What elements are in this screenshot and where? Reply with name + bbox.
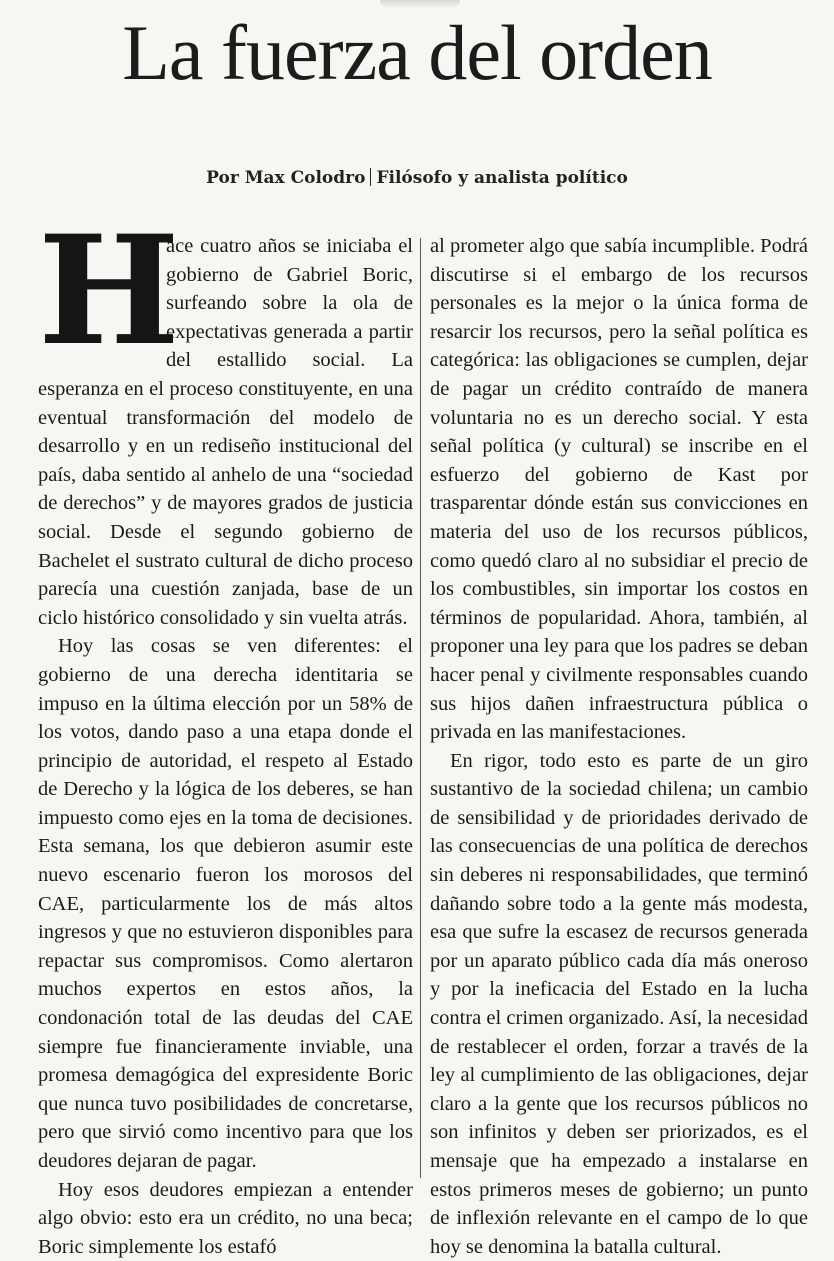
article-body (38, 203, 808, 1258)
column-right (430, 232, 808, 1258)
byline-separator (370, 168, 371, 186)
byline (0, 168, 834, 188)
column-rule (420, 238, 421, 1178)
top-decoration (380, 0, 460, 8)
byline-author: Por Max Colodro (206, 168, 366, 188)
paragraph-3-continued: al prometer algo que sabía incumplible. Podrá discutirse si el embargo de los recursos personales es la mejor o la única forma de resarcir los recursos, pero la señal política es categórica: las obligaciones se cumplen, dejar de pagar un crédito contraído de manera voluntaria no es un derecho social. Y esta señal política (y cultural) se inscribe en el esfuerzo del gobierno de Kast por trasparentar dónde están sus convicciones en materia del uso de los recursos públicos, como quedó claro al no subsidiar el precio de los combustibles, sin importar los costos en términos de popularidad. Ahora, también, al proponer una ley para que los padres se deban hacer penal y civilmente responsables cuando sus hijos dañen infraestructura pública o privada en las manifestaciones. (430, 235, 808, 744)
drop-cap: H (38, 203, 180, 379)
paragraph-2: Hoy las cosas se ven diferentes: el gobierno de una derecha identitaria se impuso en la última elección por un 58% de los votos, dando paso a una etapa donde el principio de autoridad, el respeto al Estado de Derecho y la lógica de los deberes, se han impuesto como ejes en la toma de decisiones. Esta semana, los que debieron asumir este nuevo escenario fueron los morosos del CAE, particularmente los de más altos ingresos y que no estuvieron disponibles para repactar sus compromisos. Como alertaron muchos expertos en estos años, la condonación total de las deudas del CAE siempre fue financieramente inviable, una promesa demagógica del expresidente Boric que nunca tuvo posibilidades de concretarse, pero que sirvió como incentivo para que los deudores dejaran de pagar. (38, 635, 413, 1172)
column-left (38, 203, 413, 1258)
paragraph-3: Hoy esos deudores empiezan a entender algo obvio: esto era un crédito, no una beca; Boric simplemente los estafó (38, 1178, 413, 1258)
paragraph-1: ace cuatro años se iniciaba el gobierno de Gabriel Boric, surfeando sobre la ola de expectativas generada a partir del estallido social. La esperanza en el proceso constituyente, en una eventual transformación del modelo de desarrollo y en un rediseño institucional del país, daba sentido al anhelo de una “sociedad de derechos” y de mayores grados de justicia social. Desde el segundo gobierno de Bachelet el sustrato cultural de dicho proceso parecía una cuestión zanjada, base de un ciclo histórico consolidado y sin vuelta atrás. (38, 235, 413, 629)
headline: La fuerza del orden (122, 9, 712, 96)
byline-role: Filósofo y analista político (376, 168, 628, 188)
paragraph-4: En rigor, todo esto es parte de un giro sustantivo de la sociedad chilena; un cambio de sensibilidad y de prioridades derivado de las consecuencias de una política de derechos sin deberes ni responsabilidades, que terminó dañando sobre todo a la gente más modesta, esa que sufre la escasez de recursos generada por un aparato público cada día más oneroso y por la ineficacia del Estado en la lucha contra el crimen organizado. Así, la necesidad de restablecer el orden, forzar a través de la ley al cumplimiento de las obligaciones, dejar claro a la gente que los recursos públicos no son infinitos y deben ser priorizados, es el mensaje que ha empezado a instalarse en estos primeros meses de gobierno; un punto de inflexión relevante en el campo de lo que hoy se denomina la batalla cultural. (430, 749, 808, 1258)
